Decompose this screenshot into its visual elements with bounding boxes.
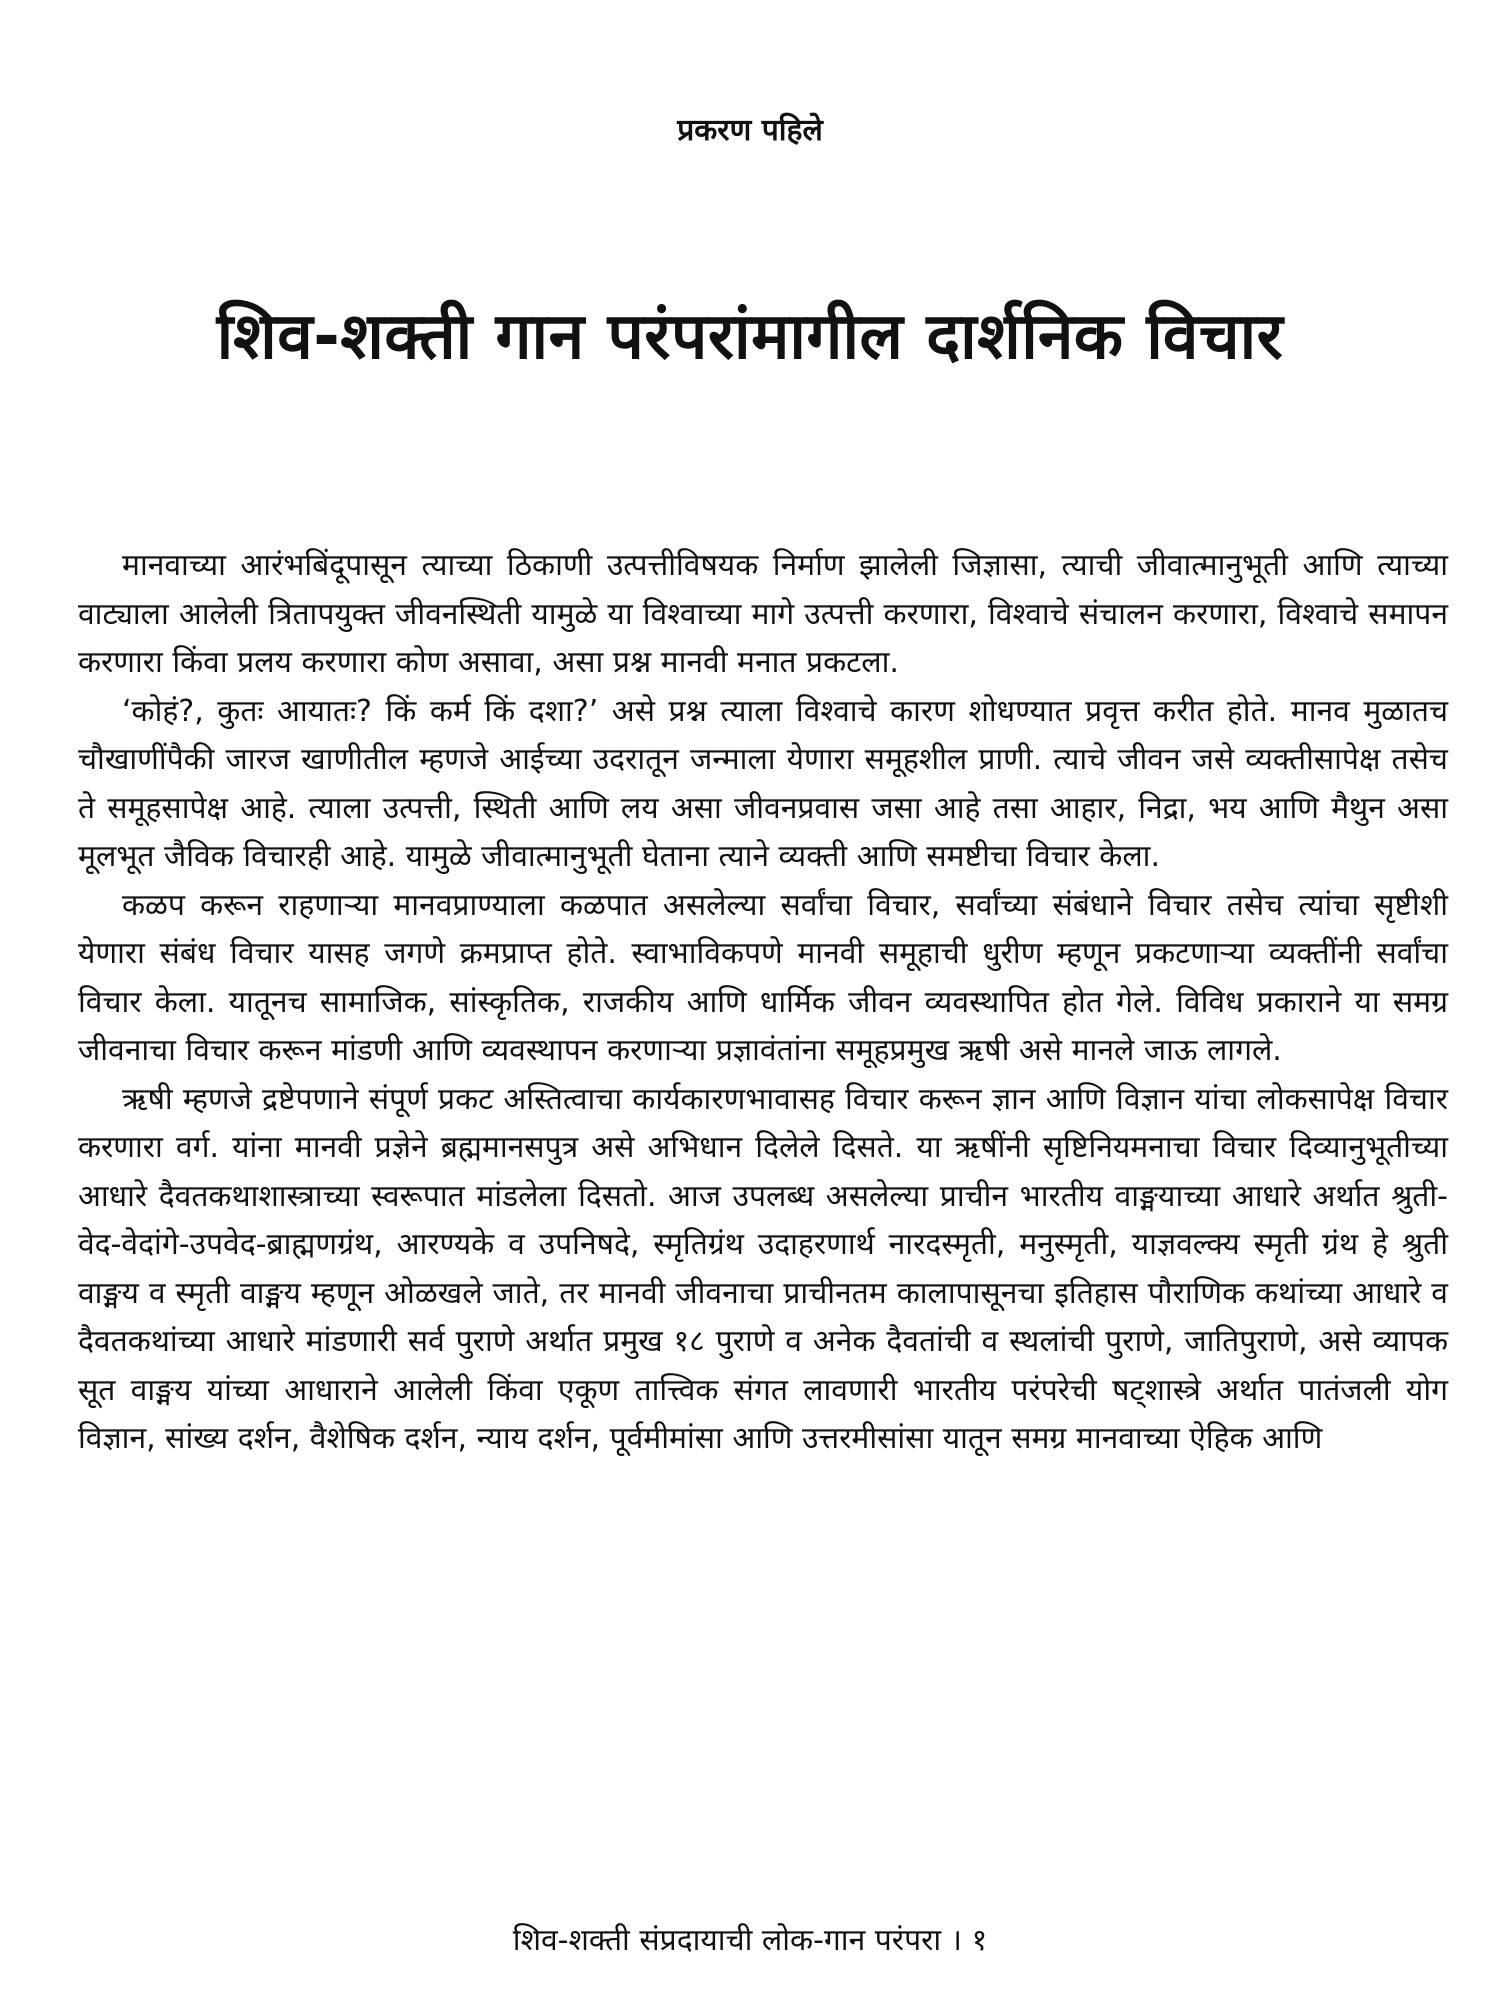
paragraph: ‘कोहं?, कुतः आयातः? किं कर्म किं दशा?’ असे प्रश्न त्याला विश्वाचे कारण शोधण्यात प्रवृत्त करीत होते. मानव मुळातच चौखाणींपैकी जारज खाणीतील म्हणजे आईच्या उदरातून जन्माला येणारा समूहशील प्राणी. त्याचे जीवन जसे व्यक्तीसापेक्ष तसेच ते समूहसापेक्ष आहे. त्याला उत्पत्ती, स्थिती आणि लय असा जीवनप्रवास जसा आहे तसा आहार, निद्रा, भय आणि मैथुन असा मूलभूत जैविक विचारही आहे. यामुळे जीवात्मानुभूती घेताना त्याने व्यक्ती आणि समष्टीचा विचार केला.	[78, 693, 1448, 874]
paragraph: ऋषी म्हणजे द्रष्टेपणाने संपूर्ण प्रकट अस्तित्वाचा कार्यकारणभावासह विचार करून ज्ञान आणि विज्ञान यांचा लोकसापेक्ष विचार करणारा वर्ग. यांना मानवी प्रज्ञेने ब्रह्ममानसपुत्र असे अभिधान दिलेले दिसते. या ऋषींनी सृष्टिनियमनाचा विचार दिव्यानुभूतीच्या आधारे दैवतकथाशास्त्राच्या स्वरूपात मांडलेला दिसतो. आज उपलब्ध असलेल्या प्राचीन भारतीय वाङ्मयाच्या आधारे अर्थात श्रुती-वेद-वेदांगे-उपवेद-ब्राह्मणग्रंथ, आरण्यके व उपनिषदे, स्मृतिग्रंथ उदाहरणार्थ नारदस्मृती, मनुस्मृती, याज्ञवल्क्य स्मृती ग्रंथ हे श्रुती वाङ्मय व स्मृती वाङ्मय म्हणून ओळखले जाते, तर मानवी जीवनाचा प्राचीनतम कालापासूनचा इतिहास पौराणिक कथांच्या आधारे व दैवतकथांच्या आधारे मांडणारी सर्व पुराणे अर्थात प्रमुख १८ पुराणे व अनेक दैवतांची व स्थलांची पुराणे, जातिपुराणे, असे व्यापक सूत वाङ्मय यांच्या आधाराने आलेली किंवा एकूण तात्त्विक संगत लावणारी भारतीय परंपरेची षट्शास्त्रे अर्थात पातंजली योग विज्ञान, सांख्य दर्शन, वैशेषिक दर्शन, न्याय दर्शन, पूर्वमीमांसा आणि उत्तरमीसांसा यातून समग्र मानवाच्या ऐहिक आणि	[78, 1081, 1448, 1456]
body-text	[78, 542, 1448, 1464]
paragraph: मानवाच्या आरंभबिंदूपासून त्याच्या ठिकाणी उत्पत्तीविषयक निर्माण झालेली जिज्ञासा, त्याची जीवात्मानुभूती आणि त्याच्या वाट्याला आलेली त्रितापयुक्त जीवनस्थिती यामुळे या विश्वाच्या मागे उत्पत्ती करणारा, विश्वाचे संचालन करणारा, विश्वाचे समापन करणारा किंवा प्रलय करणारा कोण असावा, असा प्रश्न मानवी मनात प्रकटला.	[78, 548, 1448, 680]
chapter-label: प्रकरण पहिले	[677, 113, 823, 148]
running-footer: शिव-शक्ती संप्रदायाची लोक-गान परंपरा । १	[512, 1923, 988, 1958]
paragraph: कळप करून राहणाऱ्या मानवप्राण्याला कळपात असलेल्या सर्वांचा विचार, सर्वांच्या संबंधाने विचार तसेच त्यांचा सृष्टीशी येणारा संबंध विचार यासह जगणे क्रमप्राप्त होते. स्वाभाविकपणे मानवी समूहाची धुरीण म्हणून प्रकटणाऱ्या व्यक्तींनी सर्वांचा विचार केला. यातूनच सामाजिक, सांस्कृतिक, राजकीय आणि धार्मिक जीवन व्यवस्थापित होत गेले. विविध प्रकाराने या समग्र जीवनाचा विचार करून मांडणी आणि व्यवस्थापन करणाऱ्या प्रज्ञावंतांना समूहप्रमुख ऋषी असे मानले जाऊ लागले.	[78, 887, 1448, 1068]
chapter-title: शिव-शक्ती गान परंपरांमागील दार्शनिक विचार	[216, 300, 1284, 374]
